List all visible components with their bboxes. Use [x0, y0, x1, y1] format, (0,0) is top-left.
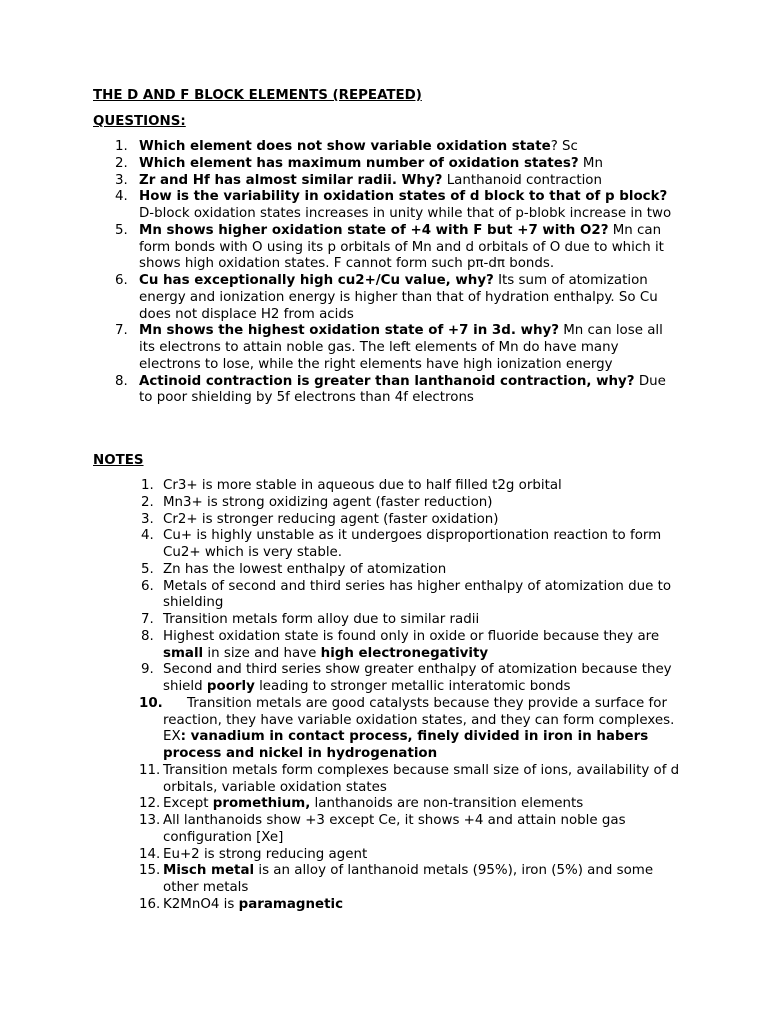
note-body	[163, 796, 687, 813]
note-emphasis: paramagnetic	[238, 896, 344, 912]
note-text: Metals of second and third series has higher enthalpy of atomization due to shielding	[163, 578, 672, 611]
note-number: 4.	[141, 528, 154, 544]
question-item	[93, 273, 693, 323]
note-item	[93, 478, 693, 495]
note-text: in size and have	[203, 645, 321, 661]
note-body	[163, 579, 687, 613]
answer-text: Its sum of atomization energy and ionization energy is higher than that of hydration enthalpy. So Cu does not displace H2 from acids	[139, 273, 658, 322]
note-text: Cr3+ is more stable in aqueous due to half filled t2g orbital	[163, 478, 562, 493]
question-number: 1.	[115, 139, 128, 154]
note-body	[163, 478, 687, 495]
answer-text: Due to poor shielding by 5f electrons than 4f electrons	[139, 373, 666, 406]
answer-text: Mn can form bonds with O using its p orbitals of Mn and d orbitals of O due to which it shows high oxidation states. F cannot form such pπ-dπ bonds.	[139, 222, 664, 272]
note-number: 2.	[141, 494, 154, 510]
question-body	[139, 323, 681, 373]
note-body	[163, 863, 687, 897]
note-number: 11.	[139, 762, 161, 778]
note-emphasis: promethium,	[212, 796, 311, 812]
note-emphasis: Misch metal	[163, 863, 255, 879]
questions-heading: QUESTIONS:	[93, 114, 186, 129]
note-text: Transition metals form alloy due to similar radii	[163, 612, 480, 627]
note-body	[163, 696, 687, 763]
note-text: Eu+2 is strong reducing agent	[163, 846, 368, 862]
note-emphasis: poorly	[206, 679, 255, 694]
question-number: 5.	[115, 222, 128, 238]
answer-text: ? Sc	[550, 139, 578, 154]
question-text: How is the variability in oxidation states of d block to that of p block?	[139, 189, 668, 205]
question-number: 4.	[115, 189, 128, 205]
question-item	[93, 223, 693, 273]
question-number: 6.	[115, 273, 128, 288]
question-item	[93, 173, 693, 190]
question-text: Mn shows the highest oxidation state of +7 in 3d. why?	[139, 323, 559, 339]
answer-text: Mn	[578, 155, 603, 171]
note-emphasis: high electronegativity	[320, 645, 489, 661]
note-body	[163, 813, 687, 847]
note-body	[163, 662, 687, 696]
note-text: Zn has the lowest enthalpy of atomization	[163, 561, 447, 577]
question-body	[139, 374, 681, 408]
note-text: Second and third series show greater enthalpy of atomization because they shield	[163, 662, 672, 694]
note-number: 13.	[139, 813, 161, 828]
question-body	[139, 189, 681, 223]
notes-list	[93, 478, 693, 914]
question-item	[93, 374, 693, 408]
question-body	[139, 223, 681, 273]
note-item	[93, 562, 693, 579]
question-text: Zr and Hf has almost similar radii. Why?	[139, 172, 443, 188]
note-item	[93, 897, 693, 914]
question-body	[139, 139, 681, 156]
question-item	[93, 189, 693, 223]
note-number: 3.	[141, 511, 154, 527]
note-body	[163, 528, 687, 562]
note-text: lanthanoids are non-transition elements	[310, 796, 584, 812]
note-number: 10.	[139, 695, 163, 711]
note-body	[163, 847, 687, 864]
question-text: Actinoid contraction is greater than lanthanoid contraction, why?	[139, 373, 635, 389]
note-item	[93, 847, 693, 864]
question-number: 7.	[115, 323, 128, 339]
note-emphasis: small	[163, 645, 204, 661]
note-item	[93, 696, 693, 763]
note-number: 14.	[139, 846, 161, 862]
note-item	[93, 528, 693, 562]
note-item	[93, 813, 693, 847]
note-text: Transition metals are good catalysts because they provide a surface for reaction, they have variable oxidation states, and they can form complexes. EX	[163, 695, 675, 745]
question-number: 2.	[115, 155, 128, 171]
note-number: 15.	[139, 863, 161, 879]
note-number: 8.	[141, 628, 154, 644]
note-emphasis: : vanadium in contact process, finely divided in iron in habers process and nickel in hydrogenation	[163, 729, 649, 761]
note-body	[163, 562, 687, 579]
note-item	[93, 763, 693, 797]
note-number: 9.	[141, 662, 154, 678]
question-item	[93, 139, 693, 156]
note-text: Cr2+ is stronger reducing agent (faster oxidation)	[163, 511, 499, 527]
note-number: 16.	[139, 896, 161, 912]
question-body	[139, 273, 681, 323]
note-number: 7.	[141, 612, 154, 627]
question-text: Cu has exceptionally high cu2+/Cu value, why?	[139, 273, 494, 288]
answer-text: D-block oxidation states increases in unity while that of p-blobk increase in two	[139, 206, 672, 221]
question-text: Which element does not show variable oxidation state	[139, 139, 551, 154]
questions-list	[93, 139, 693, 407]
note-text: K2MnO4 is	[163, 896, 239, 912]
page-title: THE D AND F BLOCK ELEMENTS (REPEATED)	[93, 88, 422, 103]
note-text: Cu+ is highly unstable as it undergoes disproportionation reaction to form Cu2+ which is very stable.	[163, 528, 662, 560]
note-body	[163, 612, 687, 629]
question-body	[139, 156, 681, 173]
note-item	[93, 495, 693, 512]
note-item	[93, 579, 693, 613]
note-body	[163, 897, 687, 914]
note-text: Except	[163, 796, 213, 812]
question-item	[93, 323, 693, 373]
note-body	[163, 763, 687, 797]
note-text: leading to stronger metallic interatomic bonds	[254, 679, 571, 694]
question-text: Which element has maximum number of oxidation states?	[139, 155, 579, 171]
answer-text: Lanthanoid contraction	[442, 172, 602, 188]
note-body	[163, 495, 687, 512]
note-item	[93, 629, 693, 663]
note-text: is an alloy of lanthanoid metals (95%), iron (5%) and some other metals	[163, 863, 654, 895]
question-number: 3.	[115, 172, 128, 188]
note-text: Transition metals form complexes because small size of ions, availability of d orbitals, variable oxidation states	[163, 762, 680, 795]
question-item	[93, 156, 693, 173]
note-body	[163, 512, 687, 529]
note-number: 6.	[141, 578, 154, 594]
note-text: All lanthanoids show +3 except Ce, it shows +4 and attain noble gas configuration [Xe]	[163, 813, 626, 845]
note-item	[93, 863, 693, 897]
question-text: Mn shows higher oxidation state of +4 with F but +7 with O2?	[139, 222, 609, 238]
note-body	[163, 629, 687, 663]
note-item	[93, 612, 693, 629]
note-number: 1.	[141, 478, 154, 493]
notes-heading: NOTES	[93, 453, 144, 468]
note-number: 12.	[139, 796, 161, 812]
note-text: Highest oxidation state is found only in oxide or fluoride because they are	[163, 628, 660, 644]
note-text: Mn3+ is strong oxidizing agent (faster reduction)	[163, 494, 493, 510]
note-item	[93, 662, 693, 696]
question-body	[139, 173, 681, 190]
answer-text: Mn can lose all its electrons to attain noble gas. The left elements of Mn do have many electrons to lose, while the right elements have high ionization energy	[139, 323, 663, 372]
note-item	[93, 512, 693, 529]
note-item	[93, 796, 693, 813]
note-number: 5.	[141, 561, 154, 577]
question-number: 8.	[115, 373, 128, 389]
